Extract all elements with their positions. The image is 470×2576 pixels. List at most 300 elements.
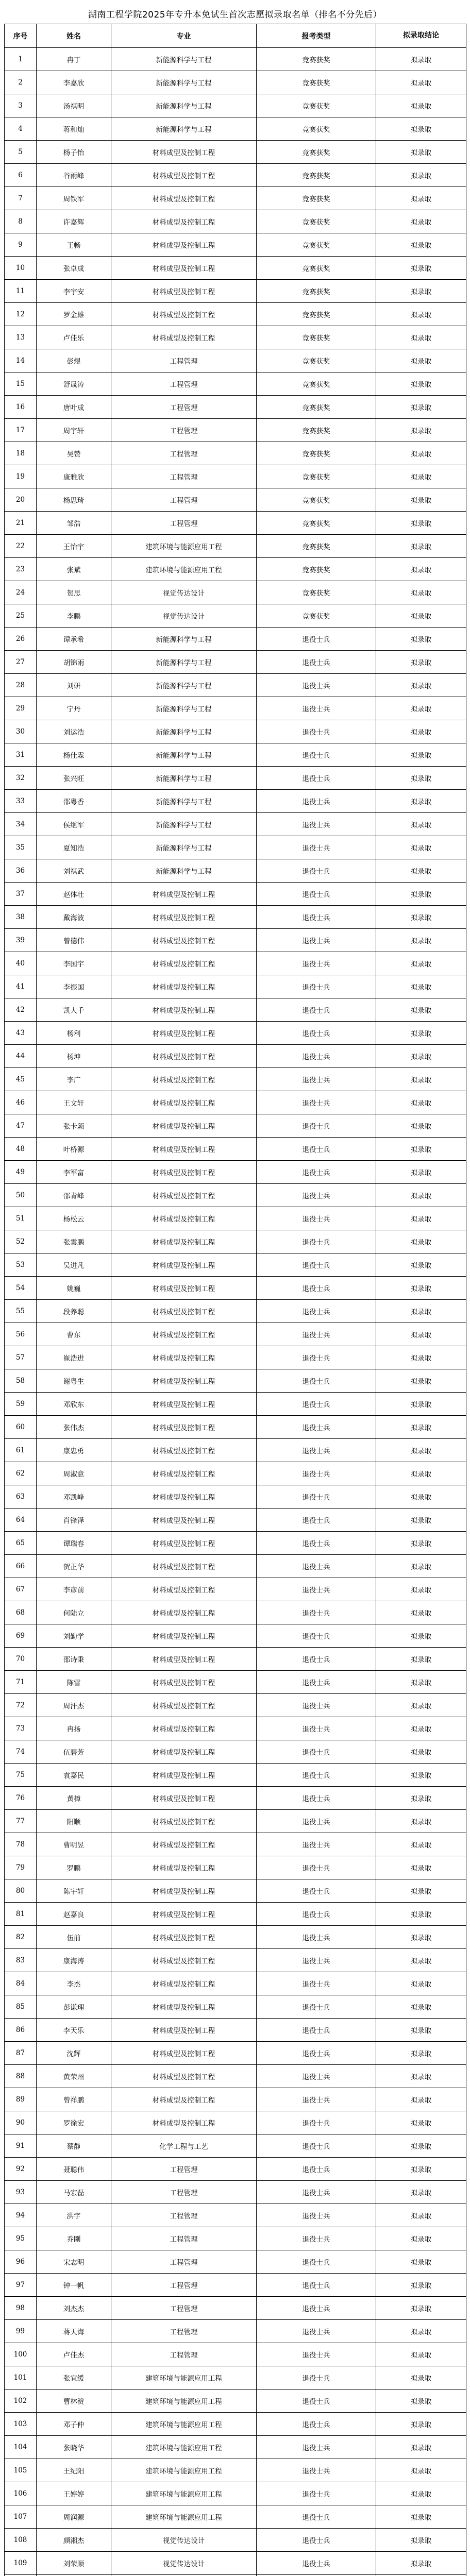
cell-rank: 44 — [5, 1045, 37, 1068]
cell-type: 退役士兵 — [257, 929, 376, 952]
cell-rank: 70 — [5, 1648, 37, 1671]
table-row — [5, 1555, 466, 1578]
cell-rank: 10 — [5, 257, 37, 280]
cell-status: 拟录取 — [376, 975, 466, 998]
cell-status: 拟录取 — [376, 767, 466, 790]
cell-name: 贺思 — [37, 581, 111, 604]
table-row — [5, 998, 466, 1022]
cell-rank: 13 — [5, 326, 37, 349]
cell-status: 拟录取 — [376, 419, 466, 442]
table-row — [5, 1462, 466, 1485]
cell-rank: 8 — [5, 210, 37, 233]
table-row — [5, 2413, 466, 2436]
cell-status: 拟录取 — [376, 2111, 466, 2134]
cell-name: 曹东 — [37, 1323, 111, 1346]
cell-status: 拟录取 — [376, 628, 466, 651]
cell-type: 退役士兵 — [257, 1045, 376, 1068]
cell-rank: 9 — [5, 233, 37, 257]
cell-status: 拟录取 — [376, 1045, 466, 1068]
cell-status: 拟录取 — [376, 1253, 466, 1277]
cell-major: 工程管理 — [111, 2204, 257, 2227]
cell-rank: 40 — [5, 952, 37, 975]
cell-name: 段养聪 — [37, 1300, 111, 1323]
cell-name: 王纪阳 — [37, 2459, 111, 2482]
cell-status: 拟录取 — [376, 906, 466, 929]
cell-name: 李军富 — [37, 1161, 111, 1184]
cell-status: 拟录取 — [376, 1694, 466, 1717]
cell-name: 沈辉 — [37, 2042, 111, 2065]
cell-type: 退役士兵 — [257, 859, 376, 883]
cell-type: 竞赛获奖 — [257, 48, 376, 71]
cell-name: 杨坤 — [37, 1045, 111, 1068]
cell-rank: 89 — [5, 2088, 37, 2111]
cell-major: 视觉传达设计 — [111, 2552, 257, 2575]
cell-name: 曹明昱 — [37, 1833, 111, 1856]
cell-type: 竞赛获奖 — [257, 233, 376, 257]
cell-type: 退役士兵 — [257, 1485, 376, 1509]
cell-major: 工程管理 — [111, 2343, 257, 2366]
cell-status: 拟录取 — [376, 2227, 466, 2250]
cell-type: 退役士兵 — [257, 975, 376, 998]
cell-type: 退役士兵 — [257, 743, 376, 767]
cell-type: 退役士兵 — [257, 628, 376, 651]
cell-rank: 24 — [5, 581, 37, 604]
cell-type: 退役士兵 — [257, 1230, 376, 1253]
cell-name: 张宜缓 — [37, 2366, 111, 2389]
cell-name: 王文轩 — [37, 1091, 111, 1114]
cell-status: 拟录取 — [376, 210, 466, 233]
cell-status: 拟录取 — [376, 883, 466, 906]
table-row — [5, 2274, 466, 2297]
cell-status: 拟录取 — [376, 1949, 466, 1972]
table-row — [5, 1949, 466, 1972]
cell-rank: 73 — [5, 1717, 37, 1740]
table-row — [5, 2343, 466, 2366]
cell-type: 退役士兵 — [257, 2274, 376, 2297]
table-row — [5, 906, 466, 929]
table-row — [5, 1879, 466, 1903]
cell-status: 拟录取 — [376, 558, 466, 581]
cell-status: 拟录取 — [376, 1903, 466, 1926]
cell-name: 王畅 — [37, 233, 111, 257]
cell-name: 杨佳霖 — [37, 743, 111, 767]
cell-name: 李杰 — [37, 1972, 111, 1995]
table-row — [5, 1903, 466, 1926]
cell-type: 竞赛获奖 — [257, 604, 376, 628]
cell-name: 宁丹 — [37, 697, 111, 720]
cell-rank: 49 — [5, 1161, 37, 1184]
cell-major: 工程管理 — [111, 2158, 257, 2181]
cell-name: 刘运浩 — [37, 720, 111, 743]
cell-rank: 80 — [5, 1879, 37, 1903]
table-row — [5, 1114, 466, 1138]
cell-type: 退役士兵 — [257, 2019, 376, 2042]
cell-major: 材料成型及控制工程 — [111, 1648, 257, 1671]
cell-type: 竞赛获奖 — [257, 210, 376, 233]
cell-type: 退役士兵 — [257, 1694, 376, 1717]
cell-rank: 94 — [5, 2204, 37, 2227]
cell-name: 李嘉欣 — [37, 71, 111, 94]
cell-name: 杨松云 — [37, 1207, 111, 1230]
cell-type: 退役士兵 — [257, 1856, 376, 1879]
cell-major: 材料成型及控制工程 — [111, 1416, 257, 1439]
cell-major: 工程管理 — [111, 372, 257, 396]
cell-rank: 34 — [5, 813, 37, 836]
cell-type: 退役士兵 — [257, 2529, 376, 2552]
cell-status: 拟录取 — [376, 720, 466, 743]
table-row — [5, 48, 466, 71]
cell-name: 谭瑞春 — [37, 1532, 111, 1555]
cell-rank: 66 — [5, 1555, 37, 1578]
cell-type: 退役士兵 — [257, 1972, 376, 1995]
table-row — [5, 674, 466, 697]
cell-type: 退役士兵 — [257, 836, 376, 859]
cell-major: 材料成型及控制工程 — [111, 1833, 257, 1856]
cell-rank: 39 — [5, 929, 37, 952]
cell-major: 材料成型及控制工程 — [111, 2065, 257, 2088]
cell-status: 拟录取 — [376, 1462, 466, 1485]
table-row — [5, 1856, 466, 1879]
cell-status: 拟录取 — [376, 164, 466, 187]
table-row — [5, 1810, 466, 1833]
cell-type: 退役士兵 — [257, 2204, 376, 2227]
cell-status: 拟录取 — [376, 2065, 466, 2088]
cell-rank: 101 — [5, 2366, 37, 2389]
cell-status: 拟录取 — [376, 2459, 466, 2482]
table-row — [5, 1138, 466, 1161]
cell-type: 退役士兵 — [257, 1810, 376, 1833]
cell-rank: 84 — [5, 1972, 37, 1995]
cell-name: 何陆立 — [37, 1601, 111, 1624]
cell-status: 拟录取 — [376, 1184, 466, 1207]
table-row — [5, 257, 466, 280]
cell-status: 拟录取 — [376, 303, 466, 326]
cell-status: 拟录取 — [376, 2181, 466, 2204]
cell-status: 拟录取 — [376, 1926, 466, 1949]
cell-major: 材料成型及控制工程 — [111, 1717, 257, 1740]
cell-major: 材料成型及控制工程 — [111, 1045, 257, 1068]
cell-status: 拟录取 — [376, 1277, 466, 1300]
table-row — [5, 2158, 466, 2181]
cell-rank: 62 — [5, 1462, 37, 1485]
cell-type: 退役士兵 — [257, 2134, 376, 2158]
cell-major: 工程管理 — [111, 2274, 257, 2297]
cell-name: 聂聪伟 — [37, 2158, 111, 2181]
table-row — [5, 1648, 466, 1671]
cell-type: 竞赛获奖 — [257, 164, 376, 187]
cell-name: 胡锦雨 — [37, 651, 111, 674]
cell-major: 材料成型及控制工程 — [111, 2019, 257, 2042]
cell-rank: 65 — [5, 1532, 37, 1555]
cell-major: 材料成型及控制工程 — [111, 1462, 257, 1485]
cell-major: 材料成型及控制工程 — [111, 1068, 257, 1091]
cell-name: 卢佳杰 — [37, 2343, 111, 2366]
table-row — [5, 396, 466, 419]
table-row — [5, 1323, 466, 1346]
cell-type: 退役士兵 — [257, 1114, 376, 1138]
cell-type: 退役士兵 — [257, 1161, 376, 1184]
cell-status: 拟录取 — [376, 1300, 466, 1323]
cell-name: 李鹏 — [37, 604, 111, 628]
cell-status: 拟录取 — [376, 2482, 466, 2505]
cell-status: 拟录取 — [376, 1787, 466, 1810]
cell-type: 退役士兵 — [257, 1068, 376, 1091]
cell-major: 材料成型及控制工程 — [111, 326, 257, 349]
table-row — [5, 349, 466, 372]
cell-rank: 95 — [5, 2227, 37, 2250]
cell-type: 退役士兵 — [257, 1671, 376, 1694]
cell-type: 退役士兵 — [257, 1462, 376, 1485]
table-row — [5, 1972, 466, 1995]
cell-rank: 88 — [5, 2065, 37, 2088]
cell-name: 刘勤学 — [37, 1624, 111, 1648]
cell-rank: 76 — [5, 1787, 37, 1810]
table-row — [5, 720, 466, 743]
cell-rank: 57 — [5, 1346, 37, 1369]
table-row — [5, 1045, 466, 1068]
table-row — [5, 2019, 466, 2042]
cell-name: 刘祺武 — [37, 859, 111, 883]
table-row — [5, 975, 466, 998]
cell-type: 竞赛获奖 — [257, 71, 376, 94]
cell-major: 材料成型及控制工程 — [111, 1114, 257, 1138]
cell-type: 退役士兵 — [257, 2459, 376, 2482]
cell-major: 材料成型及控制工程 — [111, 952, 257, 975]
cell-rank: 87 — [5, 2042, 37, 2065]
cell-name: 叶桥源 — [37, 1138, 111, 1161]
cell-name: 周淑意 — [37, 1462, 111, 1485]
cell-major: 工程管理 — [111, 2181, 257, 2204]
cell-rank: 92 — [5, 2158, 37, 2181]
cell-name: 许嘉辉 — [37, 210, 111, 233]
table-row — [5, 372, 466, 396]
cell-rank: 100 — [5, 2343, 37, 2366]
cell-status: 拟录取 — [376, 1485, 466, 1509]
cell-major: 材料成型及控制工程 — [111, 1740, 257, 1764]
table-row — [5, 280, 466, 303]
cell-status: 拟录取 — [376, 1393, 466, 1416]
cell-status: 拟录取 — [376, 2297, 466, 2320]
table-row — [5, 1601, 466, 1624]
cell-status: 拟录取 — [376, 790, 466, 813]
table-row — [5, 581, 466, 604]
cell-status: 拟录取 — [376, 1671, 466, 1694]
table-row — [5, 1230, 466, 1253]
cell-rank: 104 — [5, 2436, 37, 2459]
cell-major: 材料成型及控制工程 — [111, 1555, 257, 1578]
cell-type: 退役士兵 — [257, 720, 376, 743]
table-row — [5, 187, 466, 210]
cell-major: 材料成型及控制工程 — [111, 1787, 257, 1810]
cell-type: 退役士兵 — [257, 2158, 376, 2181]
cell-rank: 67 — [5, 1578, 37, 1601]
cell-rank: 102 — [5, 2389, 37, 2413]
cell-major: 新能源科学与工程 — [111, 697, 257, 720]
cell-type: 退役士兵 — [257, 1323, 376, 1346]
cell-type: 退役士兵 — [257, 1555, 376, 1578]
cell-type: 竞赛获奖 — [257, 349, 376, 372]
cell-type: 退役士兵 — [257, 2065, 376, 2088]
cell-status: 拟录取 — [376, 952, 466, 975]
table-row — [5, 71, 466, 94]
cell-name: 冉扬 — [37, 1717, 111, 1740]
cell-major: 化学工程与工艺 — [111, 2134, 257, 2158]
cell-status: 拟录取 — [376, 1972, 466, 1995]
cell-rank: 37 — [5, 883, 37, 906]
cell-name: 陈雪 — [37, 1671, 111, 1694]
cell-name: 谷雨峰 — [37, 164, 111, 187]
cell-rank: 79 — [5, 1856, 37, 1879]
cell-major: 新能源科学与工程 — [111, 767, 257, 790]
table-row — [5, 2134, 466, 2158]
cell-rank: 20 — [5, 488, 37, 512]
cell-major: 材料成型及控制工程 — [111, 1323, 257, 1346]
cell-type: 退役士兵 — [257, 1253, 376, 1277]
cell-major: 建筑环境与能源应用工程 — [111, 558, 257, 581]
cell-name: 李宇安 — [37, 280, 111, 303]
cell-name: 罗金雄 — [37, 303, 111, 326]
cell-type: 退役士兵 — [257, 2227, 376, 2250]
cell-status: 拟录取 — [376, 604, 466, 628]
cell-type: 竞赛获奖 — [257, 280, 376, 303]
cell-major: 材料成型及控制工程 — [111, 1879, 257, 1903]
cell-type: 退役士兵 — [257, 1369, 376, 1393]
cell-name: 刘研 — [37, 674, 111, 697]
cell-rank: 99 — [5, 2320, 37, 2343]
cell-name: 夏知浩 — [37, 836, 111, 859]
cell-status: 拟录取 — [376, 2413, 466, 2436]
cell-rank: 1 — [5, 48, 37, 71]
cell-type: 竞赛获奖 — [257, 257, 376, 280]
cell-major: 材料成型及控制工程 — [111, 1624, 257, 1648]
cell-major: 新能源科学与工程 — [111, 743, 257, 767]
cell-major: 材料成型及控制工程 — [111, 1671, 257, 1694]
table-row — [5, 2297, 466, 2320]
cell-rank: 41 — [5, 975, 37, 998]
cell-major: 视觉传达设计 — [111, 2529, 257, 2552]
cell-status: 拟录取 — [376, 1207, 466, 1230]
cell-major: 材料成型及控制工程 — [111, 1184, 257, 1207]
cell-major: 工程管理 — [111, 2250, 257, 2274]
table-row — [5, 1091, 466, 1114]
cell-type: 退役士兵 — [257, 2088, 376, 2111]
cell-major: 新能源科学与工程 — [111, 720, 257, 743]
cell-rank: 58 — [5, 1369, 37, 1393]
table-row — [5, 2181, 466, 2204]
cell-type: 退役士兵 — [257, 952, 376, 975]
table-row — [5, 419, 466, 442]
cell-major: 材料成型及控制工程 — [111, 1485, 257, 1509]
cell-name: 罗徐宏 — [37, 2111, 111, 2134]
cell-status: 拟录取 — [376, 1022, 466, 1045]
table-row — [5, 2320, 466, 2343]
cell-type: 退役士兵 — [257, 2320, 376, 2343]
table-row — [5, 535, 466, 558]
table-row — [5, 1277, 466, 1300]
cell-rank: 31 — [5, 743, 37, 767]
cell-type: 竞赛获奖 — [257, 488, 376, 512]
cell-major: 材料成型及控制工程 — [111, 257, 257, 280]
table-row — [5, 628, 466, 651]
cell-status: 拟录取 — [376, 581, 466, 604]
header-type: 报考类型 — [257, 24, 376, 48]
cell-rank: 26 — [5, 628, 37, 651]
cell-status: 拟录取 — [376, 2204, 466, 2227]
cell-type: 退役士兵 — [257, 1509, 376, 1532]
cell-name: 蒋天海 — [37, 2320, 111, 2343]
cell-rank: 22 — [5, 535, 37, 558]
cell-rank: 93 — [5, 2181, 37, 2204]
cell-type: 退役士兵 — [257, 1903, 376, 1926]
cell-major: 工程管理 — [111, 419, 257, 442]
cell-major: 材料成型及控制工程 — [111, 1926, 257, 1949]
cell-rank: 36 — [5, 859, 37, 883]
cell-major: 工程管理 — [111, 2297, 257, 2320]
cell-name: 张卡颖 — [37, 1114, 111, 1138]
cell-rank: 68 — [5, 1601, 37, 1624]
cell-rank: 50 — [5, 1184, 37, 1207]
cell-name: 马宏磊 — [37, 2181, 111, 2204]
table-row — [5, 512, 466, 535]
cell-rank: 64 — [5, 1509, 37, 1532]
cell-type: 竞赛获奖 — [257, 396, 376, 419]
cell-type: 退役士兵 — [257, 1091, 376, 1114]
cell-name: 刘杰杰 — [37, 2297, 111, 2320]
cell-status: 拟录取 — [376, 512, 466, 535]
cell-type: 退役士兵 — [257, 1184, 376, 1207]
cell-type: 退役士兵 — [257, 2297, 376, 2320]
cell-rank: 33 — [5, 790, 37, 813]
cell-status: 拟录取 — [376, 1346, 466, 1369]
cell-name: 蒋和灿 — [37, 117, 111, 141]
cell-major: 材料成型及控制工程 — [111, 1601, 257, 1624]
table-row — [5, 210, 466, 233]
cell-name: 杨利 — [37, 1022, 111, 1045]
cell-type: 退役士兵 — [257, 767, 376, 790]
table-row — [5, 2529, 466, 2552]
table-row — [5, 1485, 466, 1509]
table-row — [5, 697, 466, 720]
cell-name: 赵嘉良 — [37, 1903, 111, 1926]
table-row — [5, 1926, 466, 1949]
cell-status: 拟录取 — [376, 2250, 466, 2274]
cell-status: 拟录取 — [376, 2134, 466, 2158]
cell-major: 新能源科学与工程 — [111, 790, 257, 813]
cell-name: 赵体壮 — [37, 883, 111, 906]
cell-name: 侯继军 — [37, 813, 111, 836]
cell-status: 拟录取 — [376, 1879, 466, 1903]
cell-type: 竞赛获奖 — [257, 303, 376, 326]
cell-rank: 54 — [5, 1277, 37, 1300]
cell-name: 曾祥鹏 — [37, 2088, 111, 2111]
cell-rank: 90 — [5, 2111, 37, 2134]
cell-rank: 77 — [5, 1810, 37, 1833]
cell-major: 材料成型及控制工程 — [111, 2042, 257, 2065]
cell-name: 康海涛 — [37, 1949, 111, 1972]
cell-major: 材料成型及控制工程 — [111, 1995, 257, 2019]
cell-type: 退役士兵 — [257, 1717, 376, 1740]
cell-type: 退役士兵 — [257, 1532, 376, 1555]
cell-name: 杨子怡 — [37, 141, 111, 164]
cell-status: 拟录取 — [376, 2042, 466, 2065]
header-rank: 序号 — [5, 24, 37, 48]
cell-name: 黄樟 — [37, 1787, 111, 1810]
cell-rank: 7 — [5, 187, 37, 210]
cell-major: 工程管理 — [111, 442, 257, 465]
cell-type: 退役士兵 — [257, 1879, 376, 1903]
cell-status: 拟录取 — [376, 1717, 466, 1740]
table-row — [5, 326, 466, 349]
